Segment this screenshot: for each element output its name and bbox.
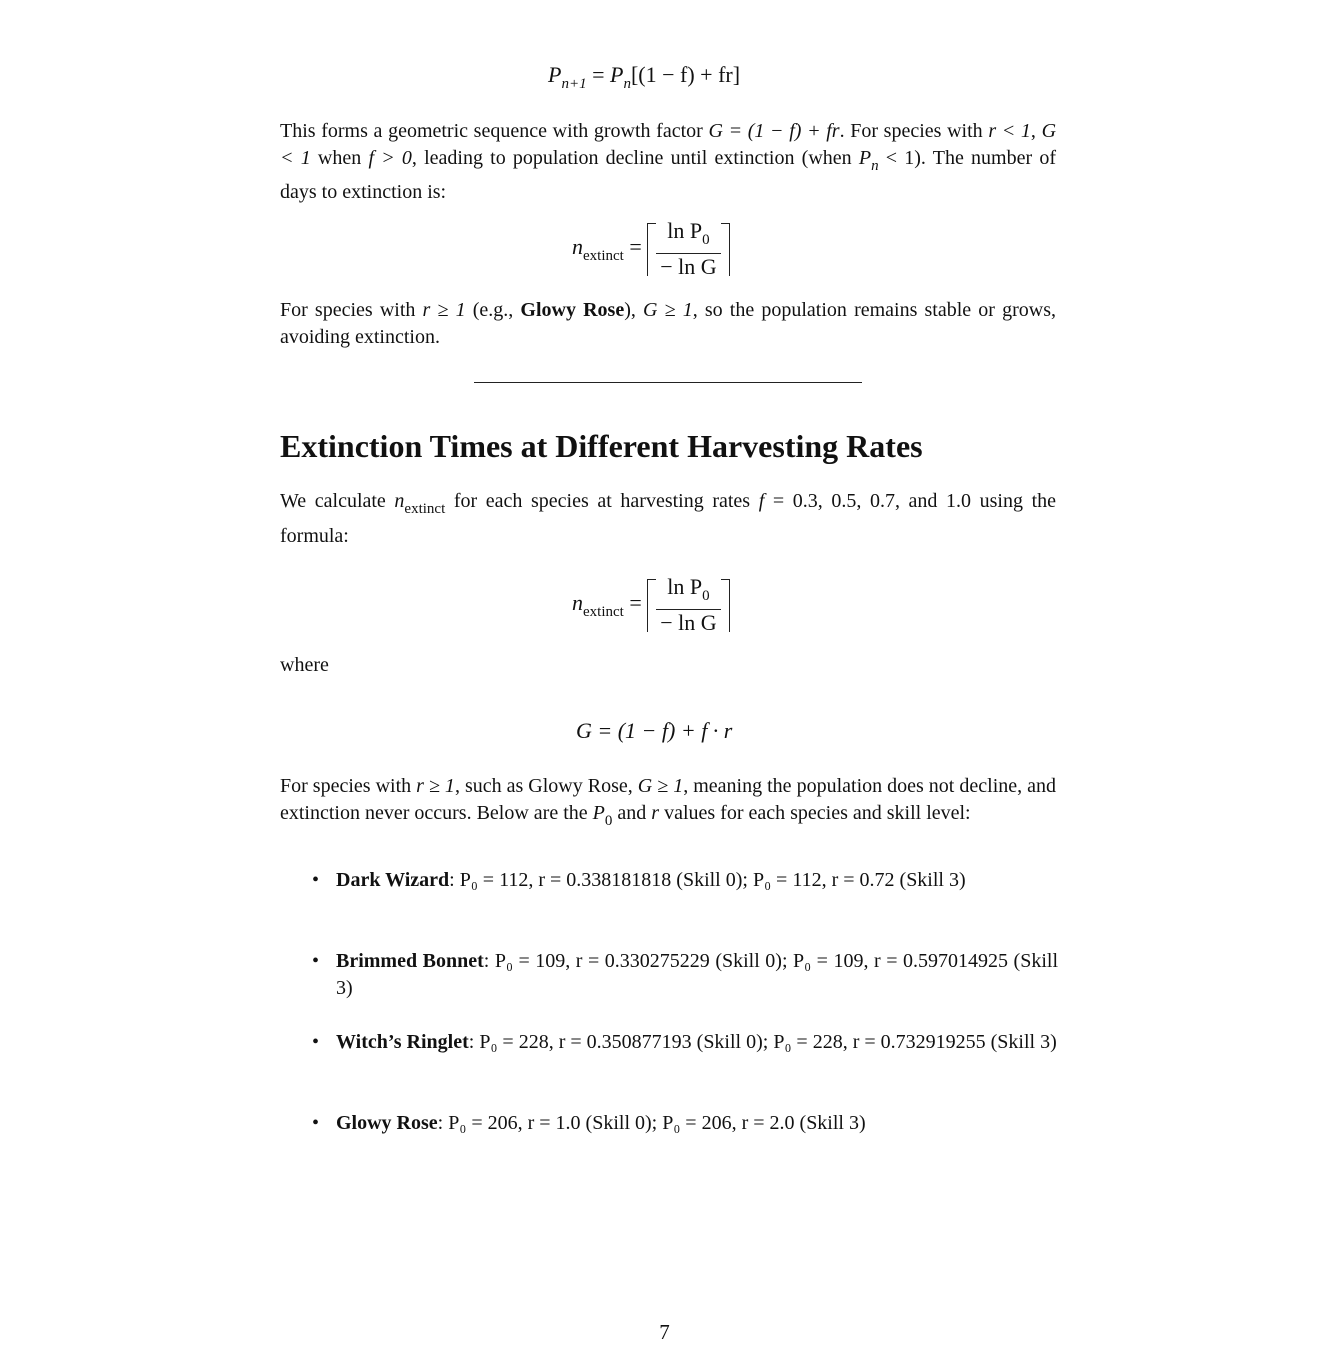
eq-lhs-sub: n+1 — [561, 76, 587, 92]
eq-n: n — [572, 234, 583, 260]
text: ). The number of days to extinction is: — [280, 146, 1056, 203]
num-sub: 0 — [702, 232, 710, 248]
math: r — [651, 801, 660, 824]
text: For species with — [280, 299, 423, 321]
species-name: Witch’s Ringlet — [336, 1031, 469, 1053]
section-divider — [474, 382, 862, 383]
numerator — [656, 218, 720, 254]
fraction — [656, 218, 720, 280]
text: We calculate — [280, 490, 395, 512]
text: = 0.3, 0.5, 0.7, and 1.0 using the formula: — [280, 490, 1057, 547]
math: G = (1 − f) + fr — [708, 120, 840, 142]
bullet-icon: • — [312, 1112, 320, 1134]
math: f — [758, 490, 765, 512]
numerator — [656, 574, 720, 610]
text: , so the population remains stable or grows, avoiding extinction. — [280, 299, 1056, 348]
equation-growth-factor: G = (1 − f) + f · r — [576, 718, 733, 743]
species-name: Brimmed Bonnet — [336, 950, 484, 972]
math: G ≥ 1 — [643, 299, 693, 321]
eq-lhs: P — [548, 62, 562, 87]
paragraph-values — [280, 773, 1056, 834]
text: , leading to population decline until extinction (when — [411, 146, 859, 169]
math-sub: n — [871, 157, 879, 174]
math: < 1 — [878, 146, 915, 169]
paragraph-stable — [280, 297, 1056, 350]
math: n — [394, 490, 405, 512]
ceil-left — [647, 223, 656, 276]
species-values: : P₀ = 206, r = 1.0 (Skill 0); P₀ = 206, r = 2.0 (Skill 3) — [437, 1112, 866, 1134]
eq-p: P — [610, 62, 624, 87]
eq-equals: = — [623, 234, 648, 260]
math: P — [858, 146, 872, 169]
species-name: Glowy Rose — [336, 1112, 438, 1134]
eq-equals: = — [623, 590, 648, 616]
list-item — [312, 1110, 1058, 1137]
text: and — [612, 801, 652, 824]
math: G < 1 — [280, 120, 1057, 169]
list-item — [312, 948, 1058, 1002]
list-item — [312, 1029, 1058, 1056]
math-sub: 0 — [604, 812, 613, 829]
paragraph-geometric — [280, 118, 1056, 206]
num-text: ln P — [667, 574, 703, 599]
math: f > 0 — [368, 146, 412, 169]
where-label: where — [280, 654, 329, 676]
text: , such as Glowy Rose, — [454, 775, 638, 797]
species-values: : P₀ = 228, r = 0.350877193 (Skill 0); P₀ = 228, r = 0.732919255 (Skill 3) — [468, 1031, 1057, 1053]
bullet-icon: • — [312, 869, 320, 891]
math: G ≥ 1 — [637, 775, 684, 797]
species-values: : P₀ = 109, r = 0.330275229 (Skill 0); P₀ = 109, r = 0.597014925 (Skill 3) — [336, 950, 1058, 999]
ceil-right — [721, 579, 730, 632]
text: , meaning the population does not decline, and extinction never occurs. Below are the — [280, 775, 1057, 824]
ceil-left — [647, 579, 656, 632]
bullet-icon: • — [312, 950, 320, 972]
species-values: : P₀ = 112, r = 0.338181818 (Skill 0); P₀ = 112, r = 0.72 (Skill 3) — [449, 869, 966, 891]
text: (e.g., — [465, 299, 521, 321]
equation-recurrence — [548, 62, 740, 93]
denominator: − ln G — [660, 610, 717, 635]
section-heading: Extinction Times at Different Harvesting Rates — [280, 428, 923, 464]
page-number: 7 — [659, 1320, 670, 1344]
eq-n-sub: extinct — [583, 604, 624, 621]
math: r ≥ 1 — [422, 299, 466, 321]
text: values for each species and skill level: — [659, 801, 971, 824]
text: For species with — [280, 775, 417, 797]
paragraph-calc — [280, 488, 1056, 549]
text: when — [310, 146, 369, 169]
math: r ≥ 1 — [416, 775, 455, 797]
math-sub: extinct — [404, 501, 446, 517]
eq-equals: = — [586, 62, 610, 87]
bullet-icon: • — [312, 1031, 320, 1053]
list-item — [312, 867, 1058, 894]
text: . For species with — [839, 120, 989, 142]
species-name-bold: Glowy Rose — [520, 299, 625, 321]
denominator: − ln G — [660, 254, 717, 279]
num-sub: 0 — [702, 588, 710, 604]
text: This forms a geometric sequence with growth factor — [280, 120, 709, 142]
equation-extinction-1 — [572, 218, 730, 280]
fraction — [656, 574, 720, 636]
equation-extinction-2 — [572, 574, 730, 636]
ceil-right — [721, 223, 730, 276]
eq-n: n — [572, 590, 583, 616]
species-name: Dark Wizard — [336, 869, 450, 891]
math: r < 1 — [988, 120, 1031, 142]
text: , — [1030, 120, 1042, 142]
num-text: ln P — [667, 218, 703, 243]
text: ), — [624, 299, 644, 321]
math: P — [592, 801, 605, 824]
text: for each species at harvesting rates — [445, 490, 759, 512]
eq-rhs: [(1 − f) + fr] — [630, 62, 741, 87]
eq-n-sub: extinct — [583, 248, 624, 265]
eq-p-sub: n — [623, 76, 631, 92]
